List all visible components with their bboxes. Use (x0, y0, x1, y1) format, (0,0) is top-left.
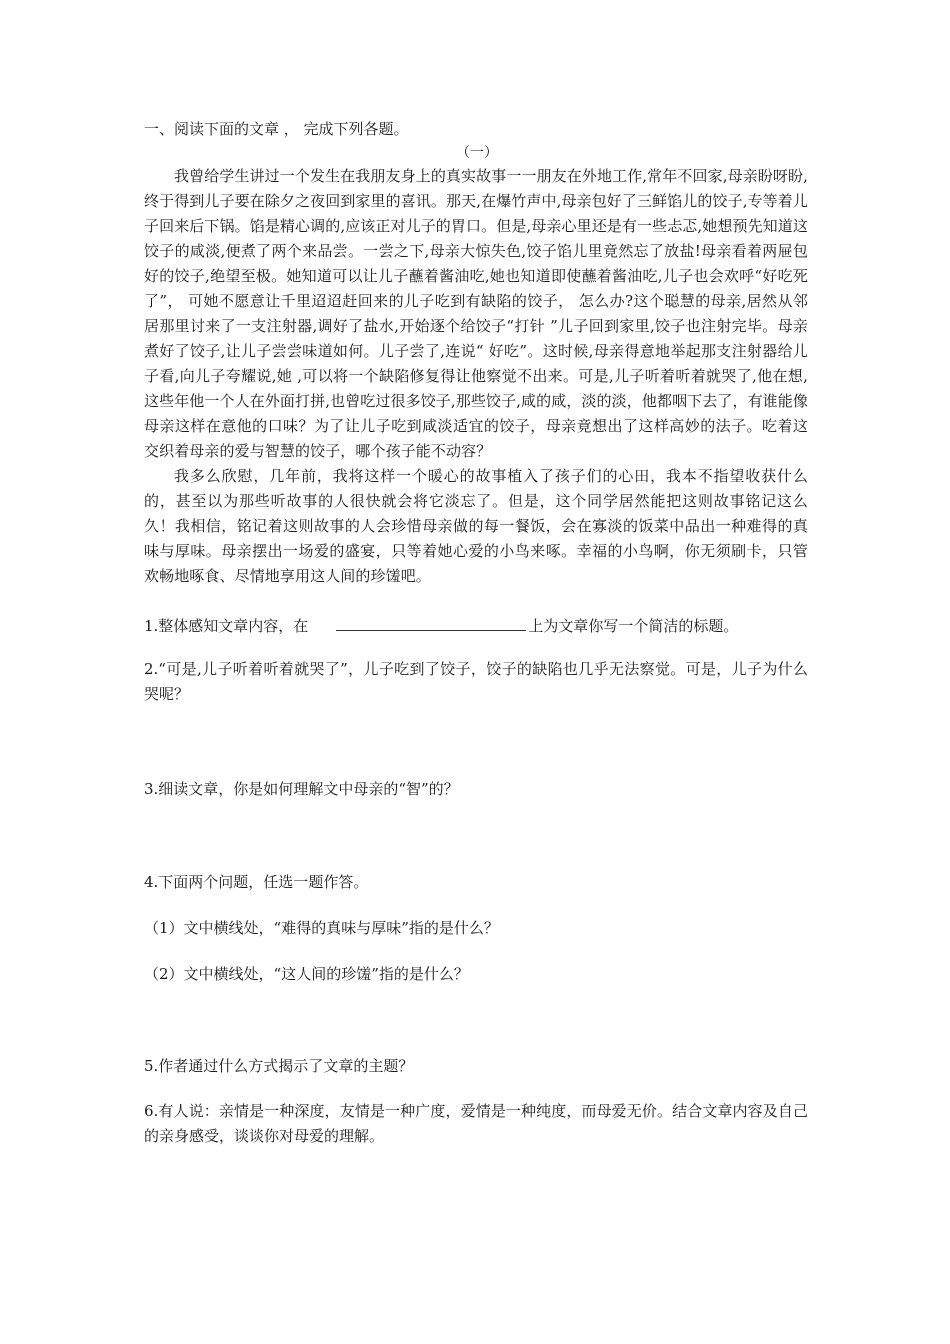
question-4: 4.下面两个问题，任选一题作答。 (144, 873, 369, 891)
question-1 (144, 612, 808, 639)
question-3: 3.细读文章，你是如何理解文中母亲的“智”的？ (144, 780, 459, 798)
reading-instruction: 一、阅读下面的文章 ， 完成下列各题。 (144, 120, 409, 138)
passage-paragraph-2: 我多么欣慰，几年前，我将这样一个暖心的故事植入了孩子们的心田，我本不指望收获什么的，甚至以为那些听故事的人很快就会将它淡忘了。但是，这个同学居然能把这则故事铭记这么久！我相信，铭记着这则故事的人会珍惜母亲做的每一餐饭，会在寡淡的饭菜中品出一种难得的真味与厚味。母亲摆出一场爱的盛宴，只等着她心爱的小鸟来啄。幸福的小鸟啊，你无须刷卡，只管欢畅地啄食、尽情地享用这人间的珍馐吧。 (144, 467, 808, 585)
section-number: （一） (456, 145, 498, 161)
question-6: 6.有人说：亲情是一种深度，友情是一种广度，爱情是一种纯度，而母爱无价。结合文章内容及自己的亲身感受，谈谈你对母爱的理解。 (144, 1102, 808, 1145)
question-5: 5.作者通过什么方式揭示了文章的主题？ (144, 1057, 414, 1075)
question-4-option-1: （1）文中横线处，“难得的真味与厚味”指的是什么？ (144, 919, 499, 937)
passage-paragraph-1: 我曾给学生讲过一个发生在我朋友身上的真实故事一一朋友在外地工作,常年不回家,母亲盼呀盼,终于得到儿子要在除夕之夜回到家里的喜讯。那天,在爆竹声中,母亲包好了三鲜馅儿的饺子,专等着儿子回来后下锅。馅是精心调的,应该正对儿子的胃口。但是,母亲心里还是有一些忐忑,她想预先知道这饺子的咸淡,便煮了两个来品尝。一尝之下,母亲大惊失色,饺子馅儿里竟然忘了放盐!母亲看着两屉包好的饺子,绝望至极。她知道可以让儿子蘸着酱油吃,她也知道即使蘸着酱油吃,儿子也会欢呼“好吃死了”， 可她不愿意让千里迢迢赶回来的儿子吃到有缺陷的饺子， 怎么办?这个聪慧的母亲,居然从邻居那里讨来了一支注射器,调好了盐水,开始逐个给饺子“打针 ”儿子回到家里,饺子也注射完毕。母亲煮好了饺子,让儿子尝尝味道如何。儿子尝了,连说“ 好吃”。这时候,母亲得意地举起那支注射器给儿子看,向儿子夸耀说,她 ,可以将一个缺陷修复得让他察觉不出来。可是,儿子听着听着就哭了,他在想,这些年他一个人在外面打拼,也曾吃过很多饺子,那些饺子,咸的咸，淡的淡，他都咽下去了，有谁能像母亲这样在意他的口味？为了让儿子吃到咸淡适宜的饺子，母亲竟想出了这样高妙的法子。吃着这交织着母亲的爱与智慧的饺子，哪个孩子能不动容？ (144, 167, 808, 460)
worksheet-page (144, 117, 808, 1149)
question-2: 2.“可是,儿子听着听着就哭了”，儿子吃到了饺子，饺子的缺陷也几乎无法察觉。可是，儿子为什么哭呢？ (144, 660, 808, 703)
title-answer-blank[interactable] (336, 612, 526, 631)
question-1-text-before: 1.整体感知文章内容，在 (144, 617, 309, 635)
question-4-option-2: （2）文中横线处，“这人间的珍馐”指的是什么？ (144, 965, 469, 983)
question-1-text-after: 上为文章你写一个简洁的标题。 (528, 617, 739, 635)
